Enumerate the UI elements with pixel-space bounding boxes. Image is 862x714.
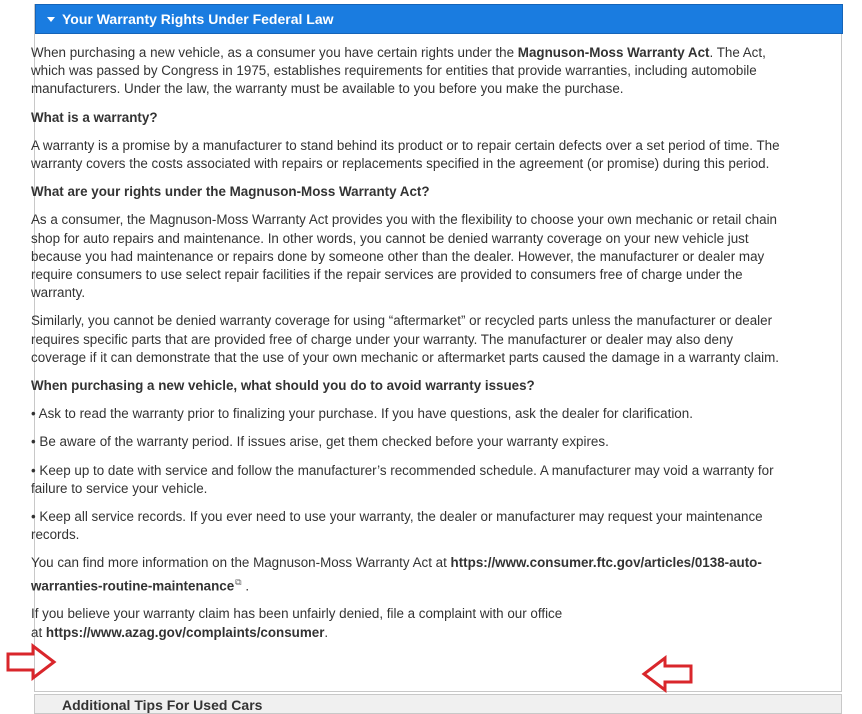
panel-header-used-cars[interactable] <box>34 694 842 714</box>
bullet-item: • Ask to read the warranty prior to finalizing your purchase. If you have questions, ask the dealer for clarification. <box>31 406 693 422</box>
intro-text-before: When purchasing a new vehicle, as a consumer you have certain rights under the <box>31 45 518 60</box>
complaint-text-after: . <box>324 624 329 640</box>
question-your-rights: What are your rights under the Magnuson-Moss Warranty Act? <box>31 184 430 200</box>
question-what-is-warranty: What is a warranty? <box>31 109 158 125</box>
next-panel-title: Additional Tips For Used Cars <box>62 697 263 713</box>
bullet-item: • Keep all service records. If you ever need to use your warranty, the dealer or manufacturer may request your maintenance records. <box>31 509 763 543</box>
intro-paragraph <box>31 44 783 99</box>
intro-act-name: Magnuson-Moss Warranty Act <box>517 45 710 60</box>
ftc-text: You can find more information on the Magnuson-Moss Warranty Act at <box>31 555 451 571</box>
panel-body <box>31 44 783 652</box>
answer-what-is-warranty: A warranty is a promise by a manufacturer to stand behind its product or to repair certain defects over a set period of time. The warranty covers the costs associated with repairs or replacements specified in the agreement (or promise) during this period. <box>31 137 780 172</box>
red-arrow-right-icon <box>5 643 57 681</box>
red-arrow-left-icon <box>640 655 694 693</box>
panel-title: Your Warranty Rights Under Federal Law <box>62 11 334 27</box>
bullet-item: • Be aware of the warranty period. If issues arise, get them checked before your warranty expires. <box>31 434 609 450</box>
answer-your-rights: As a consumer, the Magnuson-Moss Warranty Act provides you with the flexibility to choose your own mechanic or retail chain shop for auto repairs and maintenance. In other words, you cannot be denied warranty coverage on your new vehicle just because you had maintenance or repairs done by someone other than the dealer. However, the manufacturer or dealer may require consumers to use select repair facilities if the repair services are provided to consumers free of charge under the warranty. <box>31 212 778 301</box>
complaint-paragraph <box>31 605 783 641</box>
panel-header-warranty-rights[interactable] <box>35 4 843 34</box>
ftc-info-paragraph <box>31 554 783 595</box>
complaint-link[interactable]: https://www.azag.gov/complaints/consumer <box>45 624 325 640</box>
question-avoid-issues: When purchasing a new vehicle, what should you do to avoid warranty issues? <box>31 378 535 394</box>
complaint-text: If you believe your warranty claim has been unfairly denied, file a complaint with our office <box>31 606 563 622</box>
caret-down-icon <box>47 17 55 22</box>
answer-aftermarket-parts: Similarly, you cannot be denied warranty coverage for using “aftermarket” or recycled parts unless the manufacturer or dealer requires specific parts that are provided free of charge under your warranty. The manufacturer or dealer may also deny coverage if it can demonstrate that the use of your own mechanic or aftermarket parts caused the damage in a warranty claim. <box>31 313 780 365</box>
intro-text-after: . The Act, which was passed by Congress in 1975, establishes requirements for entities that provide warranties, including automobile manufacturers. Under the law, the warranty must be available to you before you make the purchase. <box>31 45 766 97</box>
bullet-item: • Keep up to date with service and follow the manufacturer’s recommended schedule. A manufacturer may void a warranty for failure to service your vehicle. <box>31 462 774 496</box>
ftc-text-after: . <box>241 578 250 594</box>
complaint-at: at <box>31 624 46 640</box>
external-link-icon: ⧉ <box>235 576 242 587</box>
ftc-link[interactable]: https://www.consumer.ftc.gov/articles/0138-auto-warranties-routine-maintenance <box>31 555 762 594</box>
